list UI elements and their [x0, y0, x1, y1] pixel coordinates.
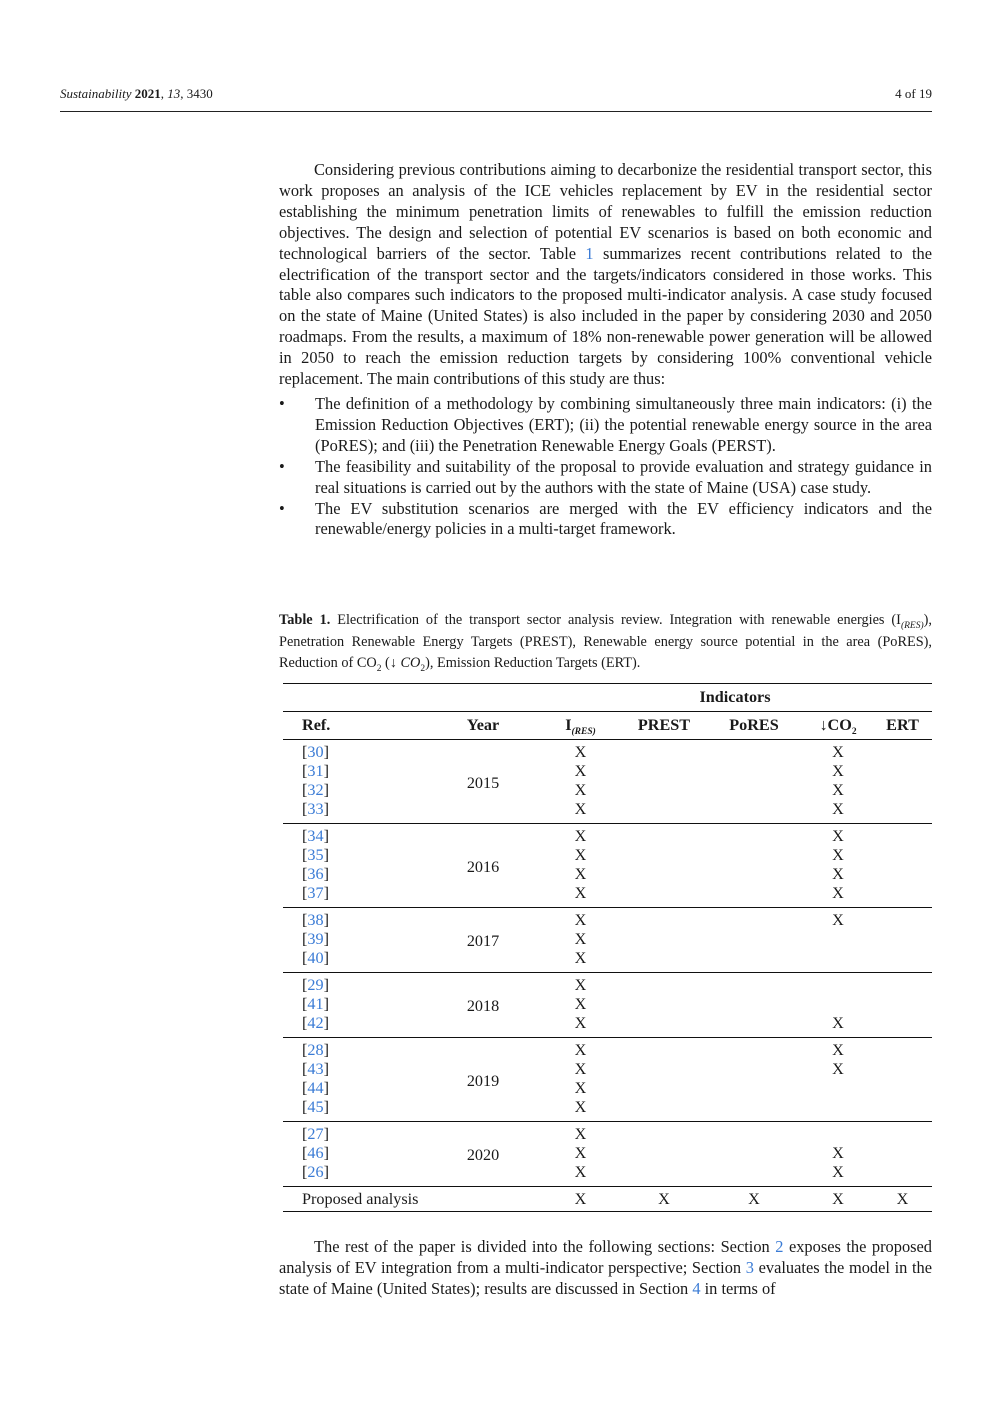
- ert-cell: [873, 1079, 932, 1098]
- co2-cell: X: [803, 824, 873, 847]
- pores-cell: [705, 1014, 803, 1038]
- ires-cell: X: [574, 1014, 587, 1032]
- table-body: [283, 740, 932, 1212]
- prest-cell: [623, 824, 705, 847]
- ref-cell: [42]: [302, 1014, 329, 1032]
- ref-cell: [46]: [302, 1144, 329, 1162]
- table-row: [283, 1098, 932, 1122]
- ert-cell: [873, 800, 932, 824]
- caption-text: Electrification of the transport sector analysis review. Integration with renewable energies (I: [330, 612, 901, 628]
- co2-cell: X: [832, 884, 844, 902]
- citation-link[interactable]: 43: [307, 1060, 324, 1078]
- prest-cell: [623, 846, 705, 865]
- ires-cell: X: [574, 1060, 587, 1078]
- ires-cell: X: [574, 949, 587, 967]
- pores-cell: [705, 1098, 803, 1122]
- indicators-header: Indicators: [538, 684, 932, 712]
- prest-cell: [623, 1014, 705, 1038]
- header-rule: [60, 111, 932, 112]
- ires-cell: X: [574, 1079, 587, 1097]
- ires-cell: X: [574, 930, 587, 948]
- citation-link[interactable]: 26: [307, 1163, 324, 1181]
- co2-main: ↓CO: [819, 716, 852, 734]
- citation-link[interactable]: 41: [307, 995, 324, 1013]
- pores-cell: [705, 995, 803, 1014]
- table-row: [283, 930, 932, 949]
- citation-link[interactable]: 36: [307, 865, 324, 883]
- table-row: [283, 800, 932, 824]
- co2-cell: [803, 1079, 873, 1098]
- table-row: [283, 1163, 932, 1187]
- col-prest-header: PREST: [623, 712, 705, 740]
- paragraph-contributions: [279, 160, 932, 390]
- citation-link[interactable]: 35: [307, 846, 324, 864]
- ref-cell: [29]: [283, 973, 428, 996]
- ires-main: I: [565, 716, 572, 734]
- page-number: 4 of 19: [895, 86, 932, 101]
- ires-cell: X: [574, 800, 587, 818]
- pores-cell: [705, 762, 803, 781]
- citation-link[interactable]: 27: [307, 1125, 324, 1143]
- ref-cell: [43]: [302, 1060, 329, 1078]
- pores-cell: [705, 908, 803, 931]
- ert-cell: [873, 1038, 932, 1061]
- prest-cell: [623, 1163, 705, 1187]
- ires-cell: X: [538, 740, 623, 763]
- prest-cell: [623, 908, 705, 931]
- prest-cell: [623, 995, 705, 1014]
- prest-cell: [623, 865, 705, 884]
- paragraph-outline: [279, 1237, 932, 1300]
- pores-cell: [705, 740, 803, 763]
- col-co2-header: [803, 712, 873, 740]
- ires-cell: X: [574, 865, 587, 883]
- ref-cell: [32]: [302, 781, 329, 799]
- ref-cell: [26]: [302, 1163, 329, 1181]
- ires-cell: X: [574, 846, 587, 864]
- ref-cell: [44]: [302, 1079, 329, 1097]
- ert-cell: X: [873, 1187, 932, 1212]
- ires-cell: X: [538, 1187, 623, 1212]
- co2-cell: [803, 930, 873, 949]
- citation-link[interactable]: 46: [307, 1144, 324, 1162]
- caption-text: (↓: [381, 655, 401, 671]
- co2-cell: X: [832, 1014, 844, 1032]
- pores-cell: [705, 949, 803, 973]
- co2-cell: X: [832, 846, 844, 864]
- co2-cell: [803, 1122, 873, 1145]
- pores-cell: [705, 781, 803, 800]
- ref-cell: [33]: [302, 800, 329, 818]
- prest-cell: [623, 1079, 705, 1098]
- citation-link[interactable]: 39: [307, 930, 324, 948]
- ert-cell: [873, 1163, 932, 1187]
- ref-cell: [30]: [283, 740, 428, 763]
- col-year-header: Year: [428, 712, 538, 740]
- citation-link[interactable]: 34: [307, 827, 324, 845]
- co2-cell: [803, 949, 873, 973]
- co2-cell: X: [832, 1060, 844, 1078]
- table-1-link[interactable]: 1: [585, 243, 594, 263]
- co2-cell: X: [832, 1144, 844, 1162]
- pores-cell: [705, 1060, 803, 1079]
- year-cell: 2017: [428, 908, 538, 973]
- table-row: [283, 949, 932, 973]
- table-row: [283, 865, 932, 884]
- table-row-proposed: [283, 1187, 932, 1212]
- ires-cell: X: [574, 1163, 587, 1181]
- caption-text: ), Emission Reduction Targets (ERT).: [425, 655, 641, 671]
- ref-cell: [35]: [302, 846, 329, 864]
- co2-cell: X: [832, 800, 844, 818]
- pores-cell: [705, 884, 803, 908]
- pores-cell: X: [705, 1187, 803, 1212]
- prest-cell: [623, 762, 705, 781]
- ert-cell: [873, 995, 932, 1014]
- paragraph-text: summarizes recent contributions related to the electrification of the transport sector and the targets/indicators considered in those works. This table also compares such indicators to the proposed multi-indicator analysis. A case study focused on the state of Maine (United States) is also included in the paper by considering 2030 and 2050 roadmaps. From the results, a maximum of 18% non-renewable power generation will be allowed in 2050 to reach the emission reduction targets by considering 100% conventional vehicle replacement. The main contributions of this study are thus:: [279, 243, 932, 389]
- ires-cell: X: [574, 884, 587, 902]
- table-row: [283, 884, 932, 908]
- caption-text: ), Penetration Renewable Energy Targets (PREST), Renewable energy source potential in the area (PoRES), Reduction of CO: [279, 612, 932, 671]
- ert-cell: [873, 865, 932, 884]
- table-row: [283, 995, 932, 1014]
- table-row: [283, 908, 932, 931]
- ert-cell: [873, 846, 932, 865]
- pores-cell: [705, 824, 803, 847]
- pores-cell: [705, 973, 803, 996]
- ert-cell: [873, 1060, 932, 1079]
- outline-section: [279, 1237, 932, 1300]
- citation-link[interactable]: 38: [307, 911, 324, 929]
- co2-cell: X: [832, 865, 844, 883]
- ref-cell: [27]: [283, 1122, 428, 1145]
- co2-cell: X: [832, 1163, 844, 1181]
- col-ires-header: [538, 712, 623, 740]
- citation-link[interactable]: 31: [307, 762, 324, 780]
- co2-cell: X: [803, 908, 873, 931]
- table-row: [283, 1014, 932, 1038]
- paragraph-text: exposes the proposed analysis of EV integration from a multi-indicator perspective; Section: [279, 1237, 932, 1277]
- pores-cell: [705, 800, 803, 824]
- citation-link[interactable]: 30: [307, 743, 324, 761]
- col-ert-header: ERT: [873, 712, 932, 740]
- proposed-label: Proposed analysis: [283, 1187, 538, 1212]
- ref-cell: [38]: [283, 908, 428, 931]
- table-row: [283, 1060, 932, 1079]
- co2-sub: 2: [851, 727, 857, 738]
- citation-link[interactable]: 45: [307, 1098, 324, 1116]
- co2-cell: [803, 973, 873, 996]
- year-cell: 2018: [428, 973, 538, 1038]
- contributions-list: [279, 394, 932, 540]
- table-caption: [279, 610, 932, 675]
- journal-name: Sustainability: [60, 86, 132, 101]
- prest-cell: [623, 1098, 705, 1122]
- ires-cell: X: [574, 762, 587, 780]
- ref-cell: [34]: [283, 824, 428, 847]
- pores-cell: [705, 846, 803, 865]
- pores-cell: [705, 1038, 803, 1061]
- prest-cell: [623, 800, 705, 824]
- ref-cell: [28]: [283, 1038, 428, 1061]
- journal-citation: Sustainability 2021, 13, 3430: [60, 86, 213, 101]
- citation-link[interactable]: 44: [307, 1079, 324, 1097]
- paragraph-text: evaluates the model in the state of Maine (United States); results are discussed in Section: [279, 1257, 933, 1298]
- paragraph-text: Considering previous contributions aiming to decarbonize the residential transport sector, this work proposes an analysis of the ICE vehicles replacement by EV in the residential sector establishing the minimum penetration limits of renewables to fulfill the emission reduction objectives. The design and selection of potential EV scenarios is based on both economic and technological barriers of the sector. Table: [279, 160, 932, 263]
- intro-section: [279, 160, 932, 540]
- ires-cell: X: [538, 908, 623, 931]
- pores-cell: [705, 1079, 803, 1098]
- ires-cell: X: [574, 1144, 587, 1162]
- ert-cell: [873, 908, 932, 931]
- pores-cell: [705, 1144, 803, 1163]
- ref-cell: [45]: [302, 1098, 329, 1116]
- pores-cell: [705, 930, 803, 949]
- ert-cell: [873, 762, 932, 781]
- ires-cell: X: [538, 973, 623, 996]
- pores-cell: [705, 1122, 803, 1145]
- ert-cell: [873, 1098, 932, 1122]
- ert-cell: [873, 973, 932, 996]
- year-cell: 2016: [428, 824, 538, 908]
- ires-cell: X: [574, 1098, 587, 1116]
- col-ref-header: Ref.: [283, 712, 428, 740]
- ires-sub: (RES): [571, 727, 596, 738]
- citation-link[interactable]: 29: [307, 976, 324, 994]
- caption-label: Table 1.: [279, 612, 331, 628]
- ires-cell: X: [538, 824, 623, 847]
- caption-italic: CO: [400, 655, 421, 671]
- list-item: • The EV substitution scenarios are merged with the EV efficiency indicators and the renewable/energy policies in a multi-target framework.: [279, 499, 932, 541]
- table-row: [283, 846, 932, 865]
- prest-cell: [623, 973, 705, 996]
- citation-link[interactable]: 40: [307, 949, 324, 967]
- citation-link[interactable]: 28: [307, 1041, 324, 1059]
- table-row: [283, 1038, 932, 1061]
- co2-cell: X: [803, 740, 873, 763]
- pores-cell: [705, 865, 803, 884]
- table-row: [283, 781, 932, 800]
- paragraph-text: in terms of: [700, 1278, 776, 1298]
- ires-cell: X: [574, 781, 587, 799]
- list-item: • The feasibility and suitability of the proposal to provide evaluation and strategy guidance in real situations is carried out by the authors with the state of Maine (USA) case study.: [279, 457, 932, 499]
- citation-link[interactable]: 32: [307, 781, 324, 799]
- prest-cell: [623, 1122, 705, 1145]
- prest-cell: X: [623, 1187, 705, 1212]
- year-cell: 2019: [428, 1038, 538, 1122]
- prest-cell: [623, 884, 705, 908]
- table-row: [283, 740, 932, 763]
- citation-link[interactable]: 42: [307, 1014, 324, 1032]
- section-2-link[interactable]: 2: [775, 1237, 784, 1256]
- year-cell: 2015: [428, 740, 538, 824]
- ert-cell: [873, 1144, 932, 1163]
- ires-cell: X: [538, 1038, 623, 1061]
- pores-cell: [705, 1163, 803, 1187]
- prest-cell: [623, 1038, 705, 1061]
- co2-cell: X: [803, 1187, 873, 1212]
- review-table: [283, 683, 932, 1212]
- prest-cell: [623, 949, 705, 973]
- ref-cell: [39]: [302, 930, 329, 948]
- caption-subscript: 2: [420, 663, 426, 674]
- co2-cell: [803, 995, 873, 1014]
- list-item: • The definition of a methodology by combining simultaneously three main indicators: (i) the Emission Reduction Objectives (ERT); (ii) the potential renewable energy source in the area (PoRES); and (iii) the Penetration Renewable Energy Goals (PERST).: [279, 394, 932, 457]
- ires-cell: X: [538, 1122, 623, 1145]
- col-pores-header: PoRES: [705, 712, 803, 740]
- ref-cell: [37]: [302, 884, 329, 902]
- caption-subscript: (RES): [900, 620, 924, 631]
- prest-cell: [623, 1060, 705, 1079]
- ref-cell: [31]: [302, 762, 329, 780]
- ert-cell: [873, 884, 932, 908]
- ref-cell: [41]: [302, 995, 329, 1013]
- prest-cell: [623, 1144, 705, 1163]
- section-4-link[interactable]: 4: [692, 1278, 701, 1298]
- ref-cell: [36]: [302, 865, 329, 883]
- ert-cell: [873, 1122, 932, 1145]
- ert-cell: [873, 740, 932, 763]
- ert-cell: [873, 1014, 932, 1038]
- co2-cell: [803, 1098, 873, 1122]
- year-cell: 2020: [428, 1122, 538, 1187]
- ert-cell: [873, 949, 932, 973]
- prest-cell: [623, 740, 705, 763]
- co2-cell: X: [803, 1038, 873, 1061]
- ert-cell: [873, 824, 932, 847]
- co2-cell: X: [832, 781, 844, 799]
- table-row: [283, 973, 932, 996]
- ref-cell: [40]: [302, 949, 329, 967]
- ert-cell: [873, 930, 932, 949]
- caption-subscript: 2: [376, 663, 382, 674]
- paragraph-text: The rest of the paper is divided into the following sections: Section: [314, 1237, 776, 1256]
- prest-cell: [623, 930, 705, 949]
- table-row: [283, 1144, 932, 1163]
- journal-volume: 13: [167, 86, 181, 101]
- header-spacer: [283, 684, 538, 712]
- article-number: 3430: [186, 86, 213, 101]
- journal-year: 2021: [134, 86, 161, 101]
- table-row: [283, 824, 932, 847]
- citation-link[interactable]: 37: [307, 884, 324, 902]
- ert-cell: [873, 781, 932, 800]
- section-3-link[interactable]: 3: [745, 1257, 754, 1277]
- table-row: [283, 762, 932, 781]
- table-row: [283, 1122, 932, 1145]
- prest-cell: [623, 781, 705, 800]
- running-header: [60, 86, 932, 106]
- citation-link[interactable]: 33: [307, 800, 324, 818]
- co2-cell: X: [832, 762, 844, 780]
- ires-cell: X: [574, 995, 587, 1013]
- table-row: [283, 1079, 932, 1098]
